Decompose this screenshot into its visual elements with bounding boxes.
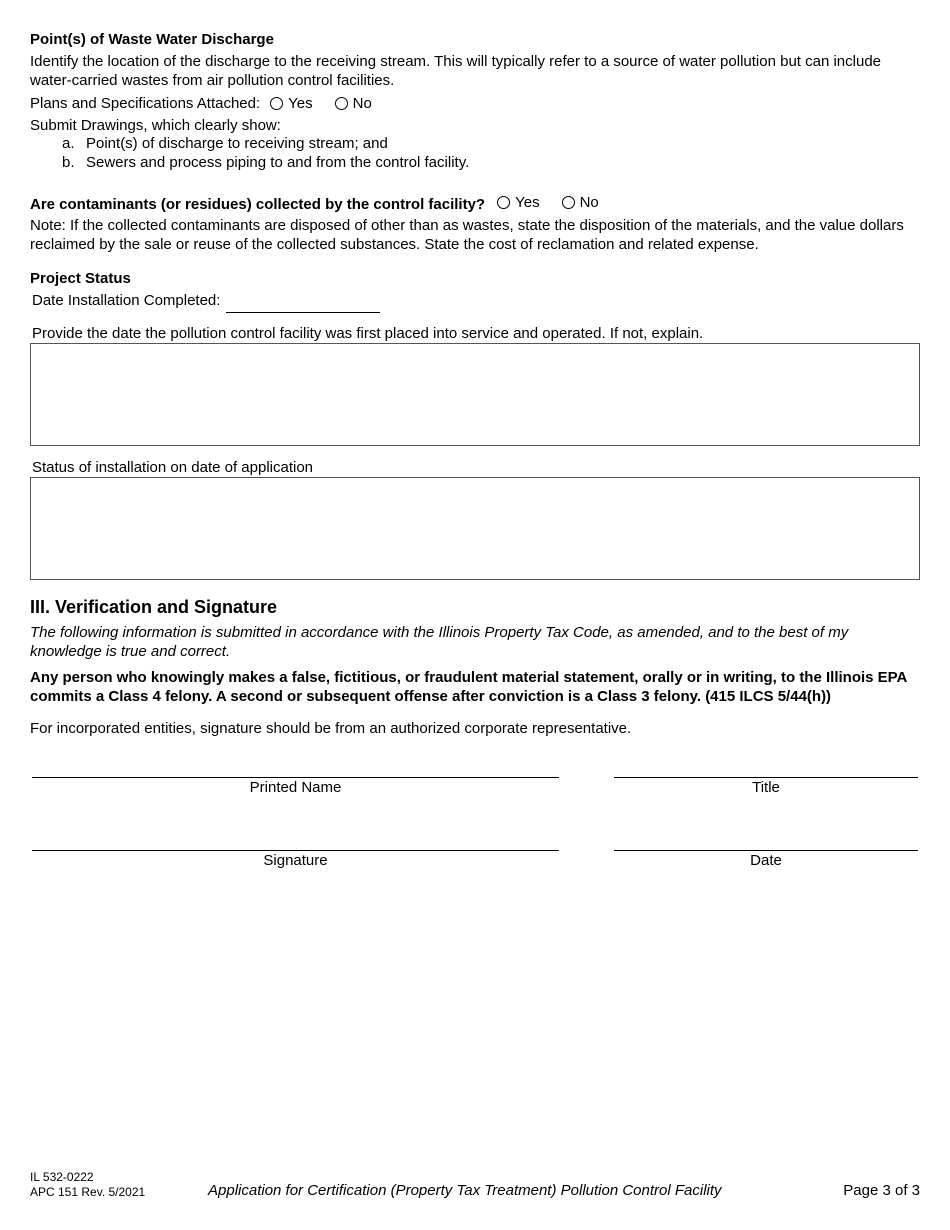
printed-name-label: Printed Name	[249, 779, 342, 796]
date-installation-row	[32, 290, 380, 310]
printed-name-line[interactable]	[32, 777, 559, 778]
felony-warning: Any person who knowingly makes a false, fictitious, or fraudulent material statement, orally or in writing, to the Illinois EPA commits a Class 4 felony. A second or subsequent offense after conviction is a Class 3 felony. (415 ILCS 5/44(h))	[30, 669, 907, 705]
list-text: Sewers and process piping to and from the control facility.	[86, 154, 470, 171]
list-item	[62, 134, 388, 153]
list-text: Point(s) of discharge to receiving stream; and	[86, 135, 388, 152]
plans-attached-row	[30, 94, 394, 113]
submit-drawings-label: Submit Drawings, which clearly show:	[30, 117, 281, 134]
contaminants-yes-radio[interactable]	[497, 196, 510, 209]
date-line[interactable]	[614, 850, 918, 851]
list-marker: a.	[62, 135, 75, 152]
service-date-textarea[interactable]	[30, 343, 920, 446]
date-installation-label: Date Installation Completed:	[32, 292, 221, 309]
verification-statement: The following information is submitted in accordance with the Illinois Property Tax Code, as amended, and to the best of my knowledge is true and correct.	[30, 624, 849, 660]
page-number: Page 3 of 3	[843, 1182, 920, 1199]
contaminants-no-radio[interactable]	[562, 196, 575, 209]
plans-attached-label: Plans and Specifications Attached:	[30, 95, 261, 112]
form-number: IL 532-0222	[30, 1170, 94, 1184]
contaminants-row	[30, 195, 621, 214]
installation-status-label: Status of installation on date of application	[32, 459, 314, 476]
corporate-note: For incorporated entities, signature should be from an authorized corporate representative.	[30, 720, 632, 737]
plans-yes-label: Yes	[288, 95, 313, 112]
date-label: Date	[750, 852, 782, 869]
contaminants-no-label: No	[579, 194, 599, 211]
signature-label: Signature	[263, 852, 328, 869]
form-revision: APC 151 Rev. 5/2021	[30, 1185, 146, 1199]
signature-line[interactable]	[32, 850, 559, 851]
project-status-heading: Project Status	[30, 270, 131, 287]
form-title: Application for Certification (Property Tax Treatment) Pollution Control Facility	[208, 1182, 722, 1199]
contaminants-yes-label: Yes	[515, 194, 540, 211]
discharge-description: Identify the location of the discharge to the receiving stream. This will typically refer to a source of water pollution but can include water-carried wastes from air pollution control facilities.	[30, 53, 882, 89]
verification-heading: III. Verification and Signature	[30, 597, 278, 617]
title-line[interactable]	[614, 777, 918, 778]
title-label: Title	[752, 779, 780, 796]
service-date-label: Provide the date the pollution control facility was first placed into service and operated. If not, explain.	[32, 325, 704, 342]
list-marker: b.	[62, 154, 75, 171]
plans-no-radio[interactable]	[335, 97, 348, 110]
plans-yes-radio[interactable]	[270, 97, 283, 110]
date-installation-field[interactable]	[226, 293, 380, 313]
discharge-heading: Point(s) of Waste Water Discharge	[30, 31, 274, 48]
contaminants-note: Note: If the collected contaminants are disposed of other than as wastes, state the disposition of the materials, and the value dollars reclaimed by the sale or reuse of the collected substances. State the cost of reclamation and related expense.	[30, 217, 904, 253]
plans-no-label: No	[352, 95, 372, 112]
contaminants-question: Are contaminants (or residues) collected by the control facility?	[30, 196, 486, 213]
list-item	[62, 153, 469, 172]
installation-status-textarea[interactable]	[30, 477, 920, 580]
